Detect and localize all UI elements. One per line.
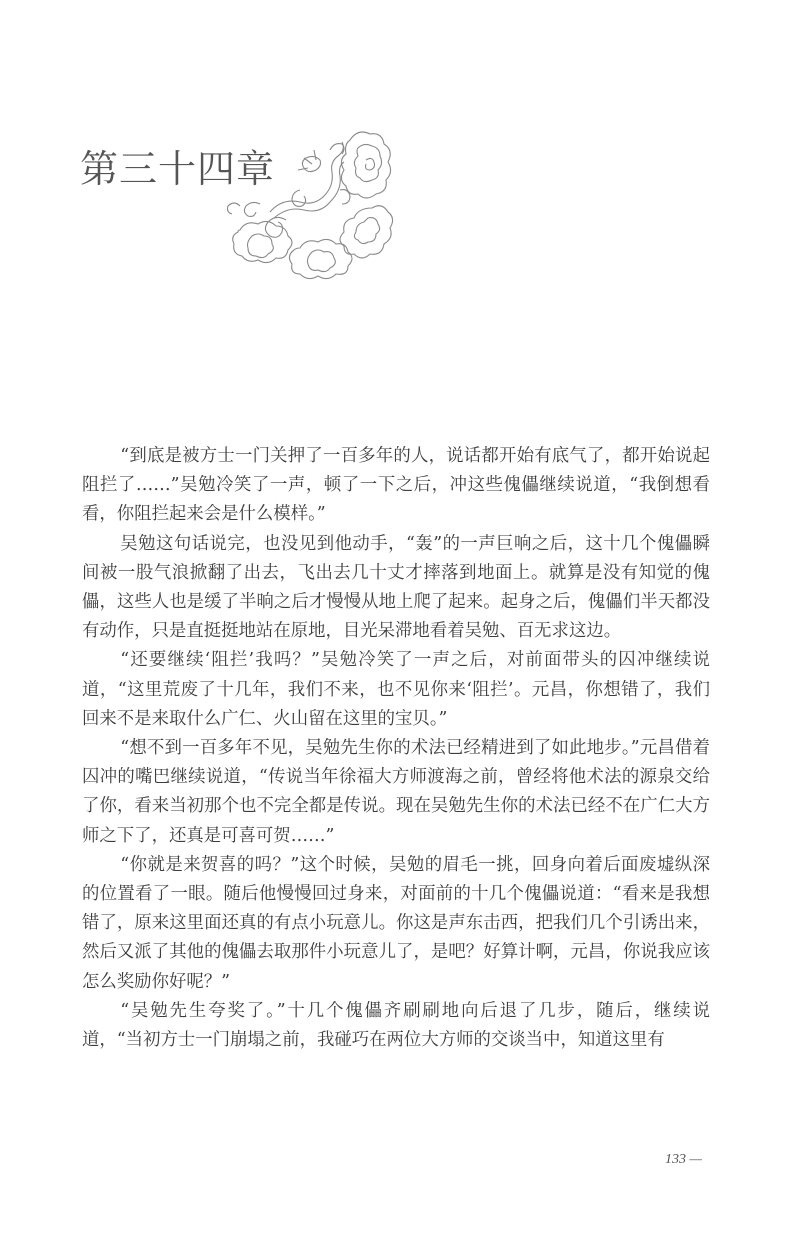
paragraph: “你就是来贺喜的吗？”这个时候，吴勉的眉毛一挑，回身向着后面废墟纵深的位置看了一眼。随后他慢慢回过身来，对面前的十几个傀儡说道：“看来是我想错了，原来这里面还真的有点小玩意儿。你这是声东击西，把我们几个引诱出来，然后又派了其他的傀儡去取那件小玩意儿了，是吧？好算计啊，元昌，你说我应该怎么奖励你好呢？” <box>82 854 710 992</box>
paragraph: “想不到一百多年不见，吴勉先生你的术法已经精进到了如此地步。”元昌借着囚冲的嘴巴继续说道，“传说当年徐福大方师渡海之前，曾经将他术法的源泉交给了你，看来当初那个也不完全都是传说。现在吴勉先生你的术法已经不在广仁大方师之下了，还真是可喜可贺……” <box>82 738 710 846</box>
paragraph: “到底是被方士一门关押了一百多年的人，说话都开始有底气了，都开始说起阻拦了……”吴勉冷笑了一声，顿了一下之后，冲这些傀儡继续说道，“我倒想看看，你阻拦起来会是什么模样。” <box>82 446 710 525</box>
dragon-cloud-ornament-icon <box>200 120 400 280</box>
chapter-body <box>82 442 710 1055</box>
chapter-title: 第三十四章 <box>80 147 276 191</box>
paragraph: “吴勉先生夸奖了。”十几个傀儡齐刷刷地向后退了几步，随后，继续说道，“当初方士一门崩塌之前，我碰巧在两位大方师的交谈当中，知道这里有 <box>82 1000 710 1051</box>
chapter-header <box>80 120 400 290</box>
paragraph: “还要继续‘阻拦’我吗？”吴勉冷笑了一声之后，对前面带头的囚冲继续说道，“这里荒废了十几年，我们不来，也不见你来‘阻拦’。元昌，你想错了，我们回来不是来取什么广仁、火山留在这里的宝贝。” <box>82 650 710 729</box>
paragraph: 吴勉这句话说完，也没见到他动手，“轰”的一声巨响之后，这十几个傀儡瞬间被一股气浪掀翻了出去，飞出去几十丈才摔落到地面上。就算是没有知觉的傀儡，这些人也是缓了半晌之后才慢慢从地上爬了起来。起身之后，傀儡们半天都没有动作，只是直挺挺地站在原地，目光呆滞地看着吴勉、百无求这边。 <box>82 533 710 642</box>
page-number: 133 — <box>665 1152 702 1167</box>
